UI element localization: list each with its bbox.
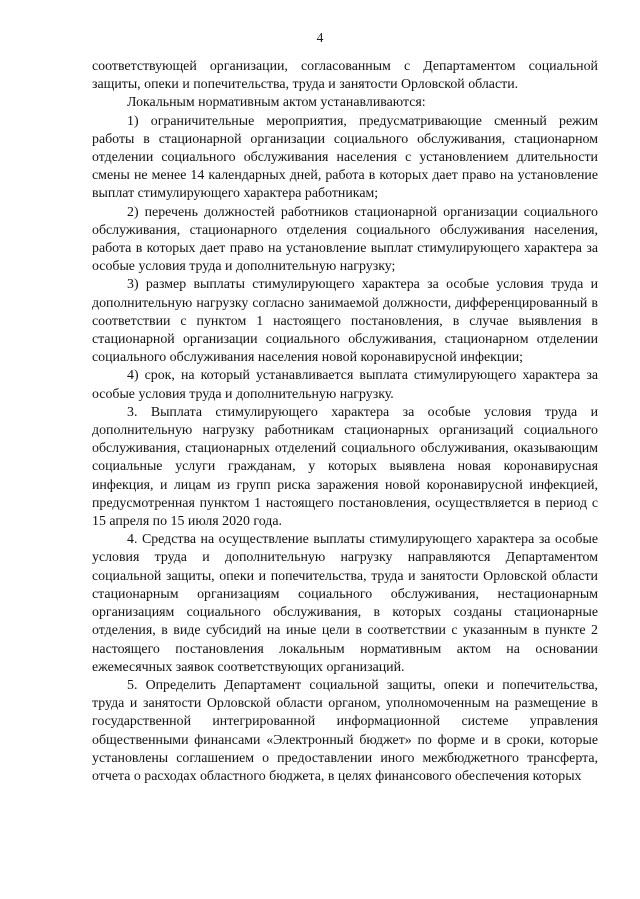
paragraph-item-4: 4) срок, на который устанавливается выплата стимулирующего характера за особые условия труда и дополнительную нагрузку.: [92, 368, 598, 402]
document-body: [92, 58, 598, 786]
paragraph-item-3: 3) размер выплаты стимулирующего характера за особые условия труда и дополнительную нагрузку согласно занимаемой должности, дифференцированный в соответствии с пунктом 1 настоящего постановления, в случае выявления в стационарной организации социального обслуживания, стационарном отделении социального обслуживания населения новой коронавирусной инфекции;: [92, 277, 598, 366]
paragraph-continuation: соответствующей организации, согласованным с Департаментом социальной защиты, опеки и попечительства, труда и занятости Орловской области.: [92, 59, 598, 93]
paragraph-clause-5: 5. Определить Департамент социальной защиты, опеки и попечительства, труда и занятости Орловской области органом, уполномоченным на размещение в государственной интегрированной информационной системе управления общественными финансами «Электронный бюджет» по форме и в сроки, которые установлены соглашением о предоставлении иного межбюджетного трансферта, отчета о расходах областного бюджета, в целях финансового обеспечения которых: [92, 677, 598, 784]
page-number: 4: [316, 30, 324, 45]
paragraph-local-act-intro: Локальным нормативным актом устанавливаются:: [127, 95, 426, 111]
paragraph-clause-3: 3. Выплата стимулирующего характера за особые условия труда и дополнительную нагрузку работникам стационарных организаций социального обслуживания, стационарных отделений социального обслуживания, оказывающим социальные услуги гражданам, у которых выявлена новая коронавирусная инфекция, и лицам из групп риска заражения новой коронавирусной инфекцией, предусмотренная пунктом 1 настоящего постановления, осуществляется в период с 15 апреля по 15 июля 2020 года.: [92, 404, 598, 530]
paragraph-item-1: 1) ограничительные мероприятия, предусматривающие сменный режим работы в стационарной организации социального обслуживания, стационарном отделении социального обслуживания населения с установлением длительности смены не менее 14 календарных дней, работа в которых дает право на установление выплат стимулирующего характера работникам;: [92, 113, 598, 202]
paragraph-item-2: 2) перечень должностей работников стационарной организации социального обслуживания, стационарного отделения социального обслуживания населения, работа в которых дает право на установление выплат стимулирующего характера за особые условия труда и дополнительную нагрузку;: [92, 204, 598, 275]
paragraph-clause-4: 4. Средства на осуществление выплаты стимулирующего характера за особые условия труда и дополнительную нагрузку направляются Департаментом социальной защиты, опеки и попечительства, труда и занятости Орловской области стационарным организациям социального обслуживания, нестационарным организациям социального обслуживания, в которых созданы стационарные отделения, в виде субсидий на иные цели в соответствии с указанным в пункте 2 настоящего постановления локальным нормативным актом на основании ежемесячных заявок соответствующих организаций.: [92, 532, 598, 675]
